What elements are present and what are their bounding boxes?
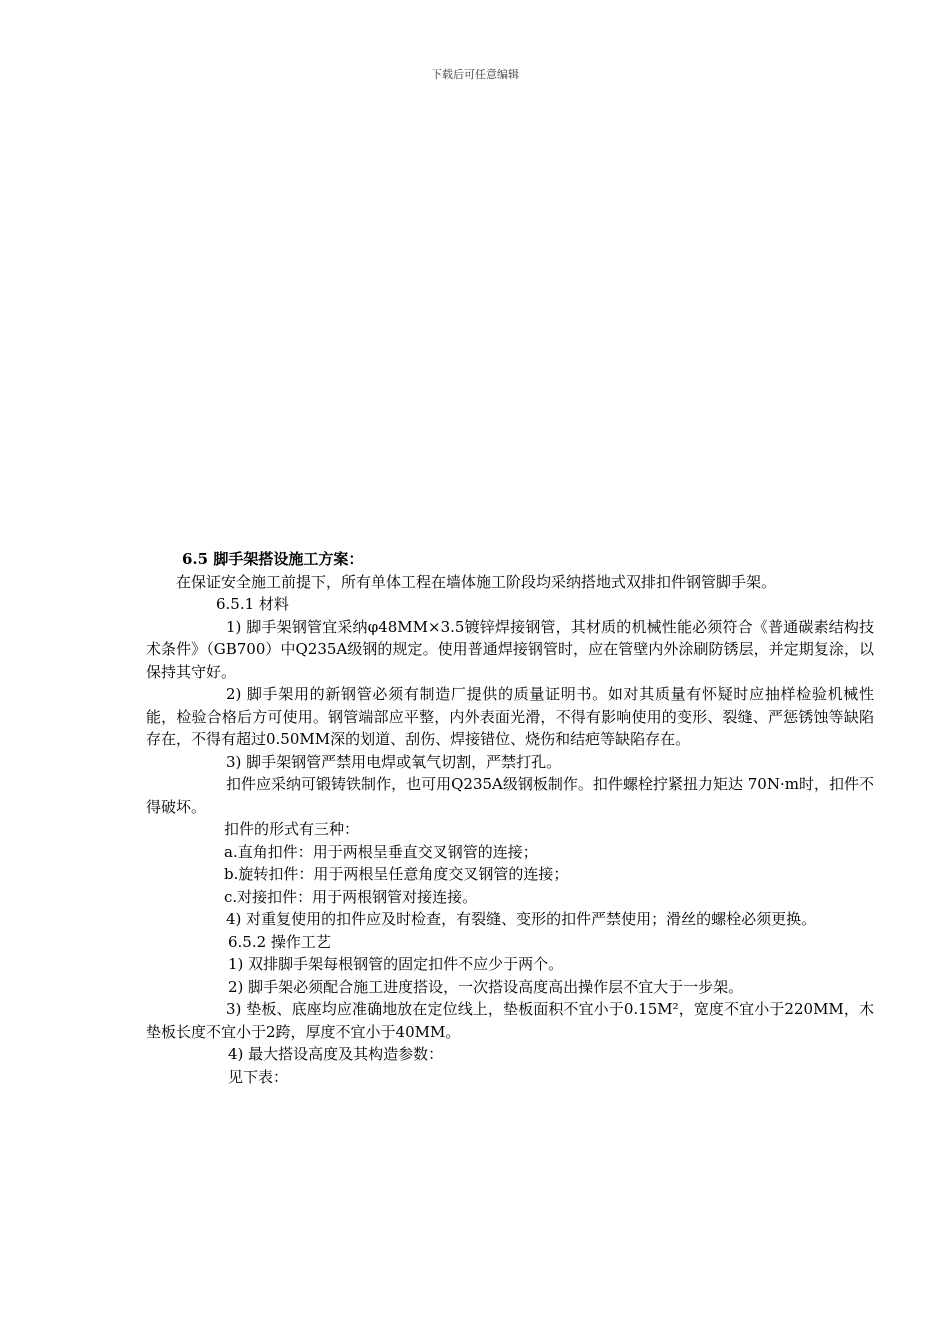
paragraph-material-1: 1) 脚手架钢管宜采纳φ48MM×3.5镀锌焊接钢管，其材质的机械性能必须符合《普通碳素结构技术条件》（GB700）中Q235A级钢的规定。使用普通焊接钢管时，应在管壁内外涂刷防锈层，并定期复涂，以保持其守好。: [146, 617, 874, 681]
paragraph-fastener: 扣件应采纳可锻铸铁制作，也可用Q235A级钢板制作。扣件螺栓拧紧扭力矩达 70N·m时，扣件不得破坏。: [146, 775, 874, 816]
list-item-fastener-c: c.对接扣件：用于两根钢管对接连接。: [224, 887, 478, 906]
paragraph-see-table: 见下表：: [228, 1067, 289, 1086]
section-title: 6.5 脚手架搭设施工方案：: [182, 550, 364, 568]
paragraph-process-2: 2) 脚手架必须配合施工进度搭设，一次搭设高度高出操作层不宜大于一步架。: [228, 977, 744, 996]
paragraph-fastener-types: 扣件的形式有三种：: [224, 820, 360, 838]
page-header: 下载后可任意编辑: [431, 68, 519, 81]
document-body: [146, 548, 874, 1088]
list-item-fastener-b: b.旋转扣件：用于两根呈任意角度交叉钢管的连接；: [224, 865, 569, 883]
subsection-title-process: 6.5.2 操作工艺: [228, 932, 331, 951]
paragraph-process-1: 1) 双排脚手架每根钢管的固定扣件不应少于两个。: [228, 955, 564, 973]
paragraph-material-2: 2) 脚手架用的新钢管必须有制造厂提供的质量证明书。如对其质量有怀疑时应抽样检验机械性能，检验合格后方可使用。钢管端部应平整，内外表面光滑，不得有影响使用的变形、裂缝、严惩锈蚀等缺陷存在，不得有超过0.50MM深的划道、刮伤、焊接错位、烧伤和结疤等缺陷存在。: [146, 685, 874, 748]
paragraph-material-3: 3) 脚手架钢管严禁用电焊或氧气切割，严禁打孔。: [226, 752, 562, 771]
subsection-title-materials: 6.5.1 材料: [216, 595, 289, 613]
section-intro: 在保证安全施工前提下，所有单体工程在墙体施工阶段均采纳搭地式双排扣件钢管脚手架。: [176, 572, 777, 591]
paragraph-process-4: 4) 最大搭设高度及其构造参数：: [228, 1045, 444, 1063]
paragraph-material-4: 4) 对重复使用的扣件应及时检查，有裂缝、变形的扣件严禁使用；滑丝的螺栓必须更换。: [226, 910, 817, 928]
paragraph-process-3: 3) 垫板、底座均应准确地放在定位线上，垫板面积不宜小于0.15M²，宽度不宜小于220MM，木垫板长度不宜小于2跨，厚度不宜小于40MM。: [146, 1000, 874, 1041]
list-item-fastener-a: a.直角扣件：用于两根呈垂直交叉钢管的连接；: [224, 842, 538, 861]
